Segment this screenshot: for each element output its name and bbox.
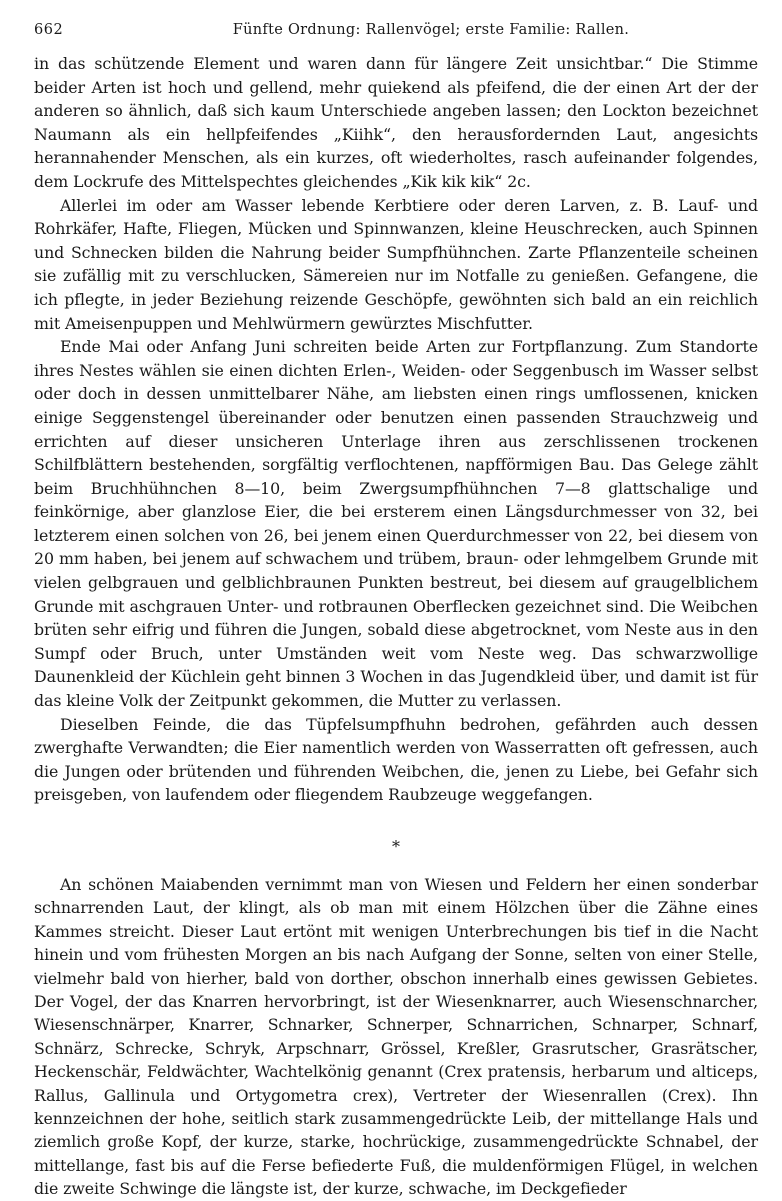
paragraph-corncrake: An schönen Maiabenden vernimmt man von Wiesen und Feldern her einen sonderbar schnarrenden Laut, der klingt, als ob man mit einem Hölzchen über die Zähne eines Kammes streicht. Dieser Laut ertönt mit wenigen Unterbrechungen bis tief in die Nacht hinein und vom frühesten Morgen an bis nach Aufgang der Sonne, selten von einer Stelle, vielmehr bald von hierher, bald von dorther, obschon innerhalb eines gewissen Gebietes. Der Vogel, der das Knarren hervorbringt, ist der Wiesenknarrer, auch Wiesenschnarcher, Wiesenschnärper, Knarrer, Schnarker, Schnerper, Schnarrichen, Schnarper, Schnarf, Schnärz, Schrecke, Schryk, Arpschnarr, Grössel, Kreßler, Grasrutscher, Grasrätscher, Heckenschär, Feldwächter, Wachtelkönig genannt (Crex pratensis, herbarum und alticeps, Rallus, Gallinula und Ortygometra crex), Vertreter der Wiesenrallen (Crex). Ihn kennzeichnen der hohe, seitlich stark zusammengedrückte Leib, der mittellange Hals und ziemlich große Kopf, der kurze, starke, hochrückige, zusammengedrückte Schnabel, der mittellange, fast bis auf die Ferse befiederte Fuß, die muldenförmigen Flügel, in welchen die zweite Schwinge die längste ist, der kurze, schwache, im Deckgefieder bbox=[34, 875, 758, 1199]
page-number: 662 bbox=[34, 22, 64, 38]
paragraph-food: Allerlei im oder am Wasser lebende Kerbtiere oder deren Larven, z. B. Lauf- und Rohrkäfer, Hafte, Fliegen, Mücken und Spinnwanzen, kleine Heuschrecken, auch Spinnen und Schnecken bilden die Nahrung beider Sumpfhühnchen. Zarte Pflanzenteile scheinen sie zufällig mit zu verschlucken, Sämereien nur im Notfalle zu genießen. Gefangene, die ich pflegte, in jeder Beziehung reizende Geschöpfe, gewöhnten sich bald an ein reichlich mit Ameisenpuppen und Mehlwürmern gewürztes Mischfutter. bbox=[34, 195, 758, 333]
paragraph-enemies: Dieselben Feinde, die das Tüpfelsumpfhuhn bedrohen, gefährden auch dessen zwerghafte Verwandten; die Eier namentlich werden von Wasserratten oft gefressen, auch die Jungen oder brütenden und führenden Weibchen, die, jenen zu Liebe, bei Gefahr sich preisgeben, von laufendem oder fliegendem Raubzeuge weggefangen. bbox=[34, 714, 758, 805]
paragraph-breeding: Ende Mai oder Anfang Juni schreiten beide Arten zur Fortpflanzung. Zum Standorte ihres Nestes wählen sie einen dichten Erlen-, Weiden- oder Seggenbusch im Wasser selbst oder doch in dessen unmittelbarer Nähe, am liebsten einen rings umflossenen, knicken einige Seggenstengel übereinander oder benutzen einen passenden Strauchzweig und errichten auf dieser unsicheren Unterlage ihren aus zerschlissenen trockenen Schilfblättern bestehenden, sorgfältig verflochtenen, napfförmigen Bau. Das Gelege zählt beim Bruchhühnchen 8—10, beim Zwergsumpfhühnchen 7—8 glattschalige und feinkörnige, aber glanzlose Eier, die bei ersterem einen Längsdurchmesser von 32, bei letzterem einen solchen von 26, bei jenem einen Querdurchmesser von 22, bei diesem von 20 mm haben, bei jenem auf schwachem und trübem, braun- oder lehmgelbem Grunde mit vielen gelbgrauen und gelblichbraunen Punkten bestreut, bei diesem auf graugelblichem Grunde mit aschgrauen Unter- und rotbraunen Oberflecken gezeichnet sind. Die Weibchen brüten sehr eifrig und führen die Jungen, sobald diese abgetrocknet, vom Neste aus in den Sumpf oder Bruch, unter Umständen weit vom Neste weg. Das schwarzwollige Daunenkleid der Küchlein geht binnen 3 Wochen in das Jugendkleid über, und damit ist für das kleine Volk der Zeitpunkt gekommen, die Mutter zu verlassen. bbox=[34, 337, 758, 711]
section-divider-asterisk: * bbox=[392, 837, 400, 856]
running-head: Fünfte Ordnung: Rallenvögel; erste Familie: Rallen. bbox=[232, 22, 630, 38]
page-header bbox=[34, 22, 758, 52]
paragraph-voice: in das schützende Element und waren dann für längere Zeit unsichtbar.“ Die Stimme beider Arten ist hoch und gellend, mehr quiekend als pfeifend, die der einen Art der der anderen so ähnlich, daß sich kaum Unterschiede angeben lassen; den Lockton bezeichnet Naumann als ein hellpfeifendes „Kiihk“, den herausfordernden Laut, angesichts herannahender Menschen, als ein kurzes, oft wiederholtes, rasch aufeinander folgendes, dem Lockrufe des Mittelspechtes gleichendes „Kik kik kik“ 2c. bbox=[34, 54, 758, 191]
body-text bbox=[34, 52, 758, 1201]
